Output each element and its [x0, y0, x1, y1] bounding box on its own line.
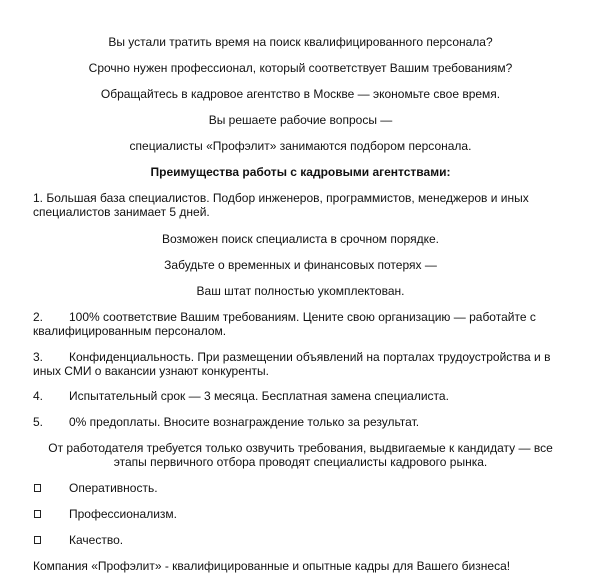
item-3-line-1: Конфиденциальность. При размещении объявлений на порталах трудоустройства и в	[69, 350, 551, 364]
item-3-number: 3.	[33, 350, 44, 364]
intro-line-4: Вы решаете рабочие вопросы —	[208, 113, 393, 127]
employer-line-2: этапы первичного отбора проводят специалисты кадрового рынка.	[113, 455, 488, 469]
square-bullet-icon	[34, 536, 41, 544]
employer-line-1: От работодателя требуется только озвучить требования, выдвигаемые к кандидату — все	[48, 441, 553, 455]
item-4-line-1: Испытательный срок — 3 месяца. Бесплатная замена специалиста.	[69, 389, 449, 403]
bullet-item-1: Оперативность.	[69, 481, 158, 495]
item-3-line-2: иных СМИ о вакансии узнают конкуренты.	[33, 364, 269, 378]
bullet-item-2: Профессионализм.	[69, 507, 177, 521]
item-2-number: 2.	[33, 310, 44, 324]
item-5-number: 5.	[33, 415, 44, 429]
advantages-heading: Преимущества работы с кадровыми агентствами:	[150, 165, 451, 179]
item-1-line-1: 1. Большая база специалистов. Подбор инженеров, программистов, менеджеров и иных	[33, 191, 529, 205]
centered-line-3: Ваш штат полностью укомплектован.	[196, 284, 405, 298]
item-1-line-2: специалистов занимает 5 дней.	[33, 205, 210, 219]
item-2-line-2: квалифицированным персоналом.	[33, 324, 227, 338]
bullet-item-3: Качество.	[69, 533, 124, 547]
intro-line-2: Срочно нужен профессионал, который соответствует Вашим требованиям?	[88, 61, 513, 75]
item-5-line-1: 0% предоплаты. Вносите вознаграждение только за результат.	[69, 415, 420, 429]
centered-line-2: Забудьте о временных и финансовых потерях —	[164, 258, 437, 272]
closing-line: Компания «Профэлит» - квалифицированные и опытные кадры для Вашего бизнеса!	[33, 559, 511, 573]
square-bullet-icon	[34, 510, 41, 518]
intro-line-3: Обращайтесь в кадровое агентство в Москве — экономьте свое время.	[100, 87, 501, 101]
intro-line-5: специалисты «Профэлит» занимаются подбором персонала.	[129, 139, 472, 153]
item-4-number: 4.	[33, 389, 44, 403]
intro-line-1: Вы устали тратить время на поиск квалифицированного персонала?	[108, 35, 493, 49]
item-2-line-1: 100% соответствие Вашим требованиям. Цените свою организацию — работайте с	[69, 310, 536, 324]
centered-line-1: Возможен поиск специалиста в срочном порядке.	[162, 232, 439, 246]
square-bullet-icon	[34, 484, 41, 492]
